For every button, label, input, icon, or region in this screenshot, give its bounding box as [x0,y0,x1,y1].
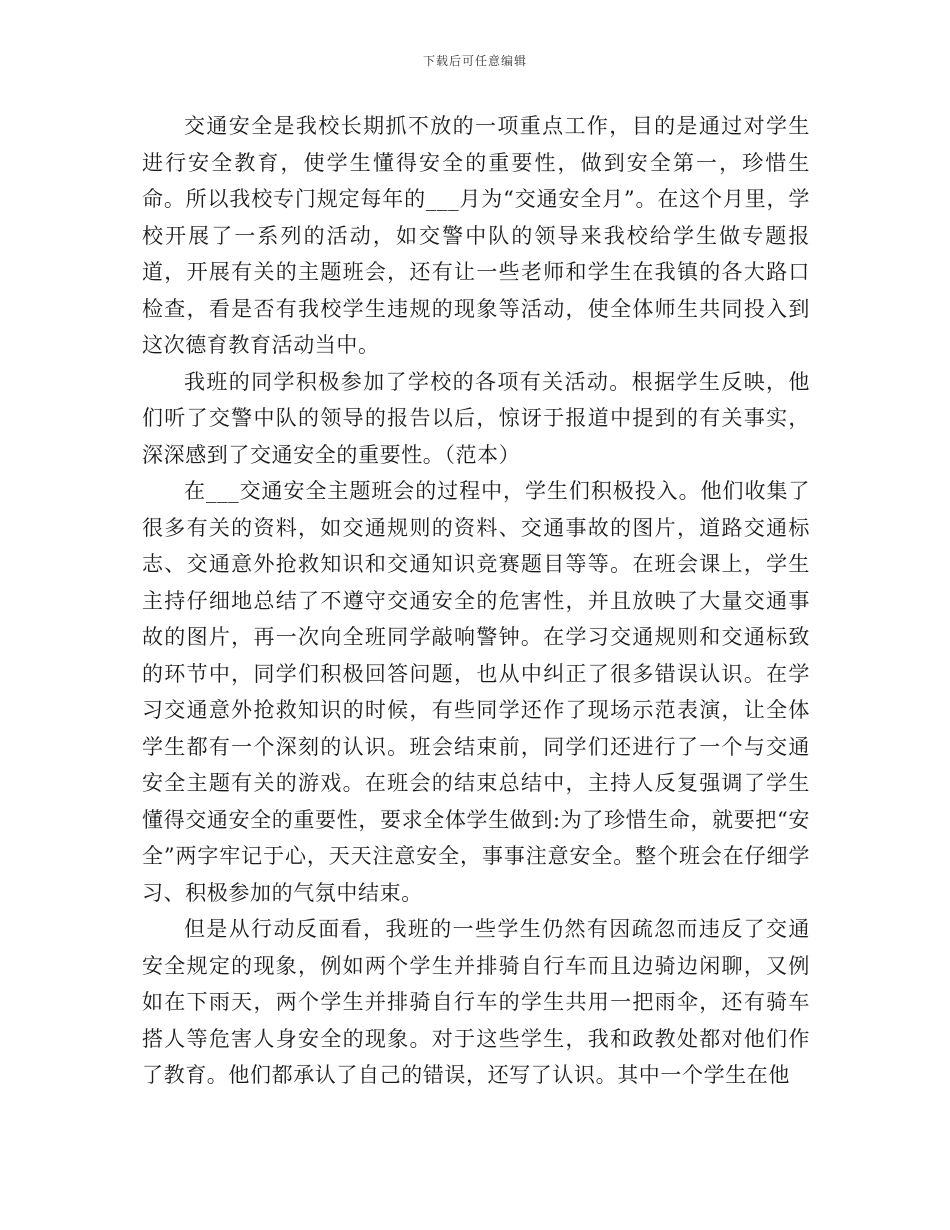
paragraph-class-participation: 我班的同学积极参加了学校的各项有关活动。根据学生反映，他们听了交警中队的领导的报告以后，惊讶于报道中提到的有关事实，深深感到了交通安全的重要性。（范本） [142,369,810,467]
paragraph-theme-class-meeting: 在___交通安全主题班会的过程中，学生们积极投入。他们收集了很多有关的资料，如交通规则的资料、交通事故的图片，道路交通标志、交通意外抢救知识和交通知识竞赛题目等等。在班会课上，学生主持仔细地总结了不遵守交通安全的危害性，并且放映了大量交通事故的图片，再一次向全班同学敲响警钟。在学习交通规则和交通标致的环节中，同学们积极回答问题，也从中纠正了很多错误认识。在学习交通意外抢救知识的时候，有些同学还作了现场示范表演，让全体学生都有一个深刻的认识。班会结束前，同学们还进行了一个与交通安全主题有关的游戏。在班会的结束总结中，主持人反复强调了学生懂得交通安全的重要性，要求全体学生做到:为了珍惜生命，就要把“安全”两字牢记于心，天天注意安全，事事注意安全。整个班会在仔细学习、积极参加的气氛中结束。 [142,479,810,905]
document-body [142,108,810,1094]
page-header-note: 下载后可任意编辑 [422,54,527,68]
paragraph-violations: 但是从行动反面看，我班的一些学生仍然有因疏忽而违反了交通安全规定的现象，例如两个学生并排骑自行车而且边骑边闲聊，又例如在下雨天，两个学生并排骑自行车的学生共用一把雨伞，还有骑车搭人等危害人身安全的现象。对于这些学生，我和政教处都对他们作了教育。他们都承认了自己的错误，还写了认识。其中一个学生在他 [142,917,810,1087]
paragraph-traffic-safety-intro: 交通安全是我校长期抓不放的一项重点工作，目的是通过对学生进行安全教育，使学生懂得安全的重要性，做到安全第一，珍惜生命。所以我校专门规定每年的___月为“交通安全月”。在这个月里，学校开展了一系列的活动，如交警中队的领导来我校给学生做专题报道，开展有关的主题班会，还有让一些老师和学生在我镇的各大路口检查，看是否有我校学生违规的现象等活动，使全体师生共同投入到这次德育教育活动当中。 [142,114,810,357]
